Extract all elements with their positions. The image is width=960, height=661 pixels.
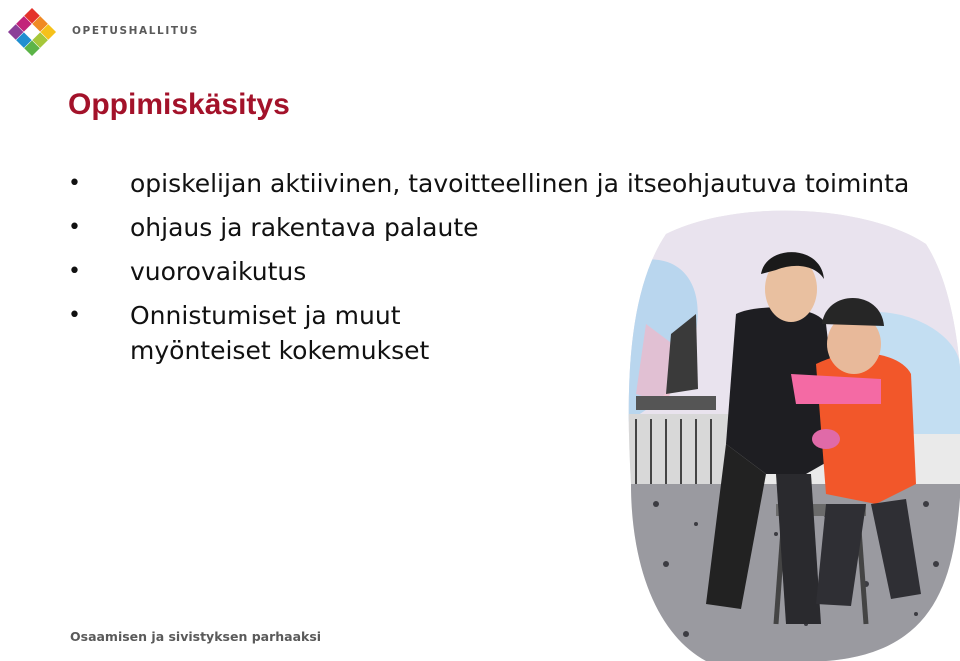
logo-text: OPETUSHALLITUS (72, 25, 199, 37)
slide-title: Oppimiskäsitys (68, 88, 290, 121)
footer-slogan: Osaamisen ja sivistyksen parhaaksi (70, 629, 322, 644)
bullet-text-continuation: myönteiset kokemukset (130, 336, 430, 365)
opetushallitus-logo-icon (6, 6, 58, 58)
students-illustration (626, 204, 960, 661)
bullet-item (62, 166, 922, 201)
bullet-text: • Onnistumiset ja muut (130, 301, 401, 330)
bullet-text: • opiskelijan aktiivinen, tavoitteellinen ja itseohjautuva toiminta (130, 169, 910, 198)
bullet-text: • vuorovaikutus (130, 257, 307, 286)
bullet-text: • ohjaus ja rakentava palaute (130, 213, 479, 242)
